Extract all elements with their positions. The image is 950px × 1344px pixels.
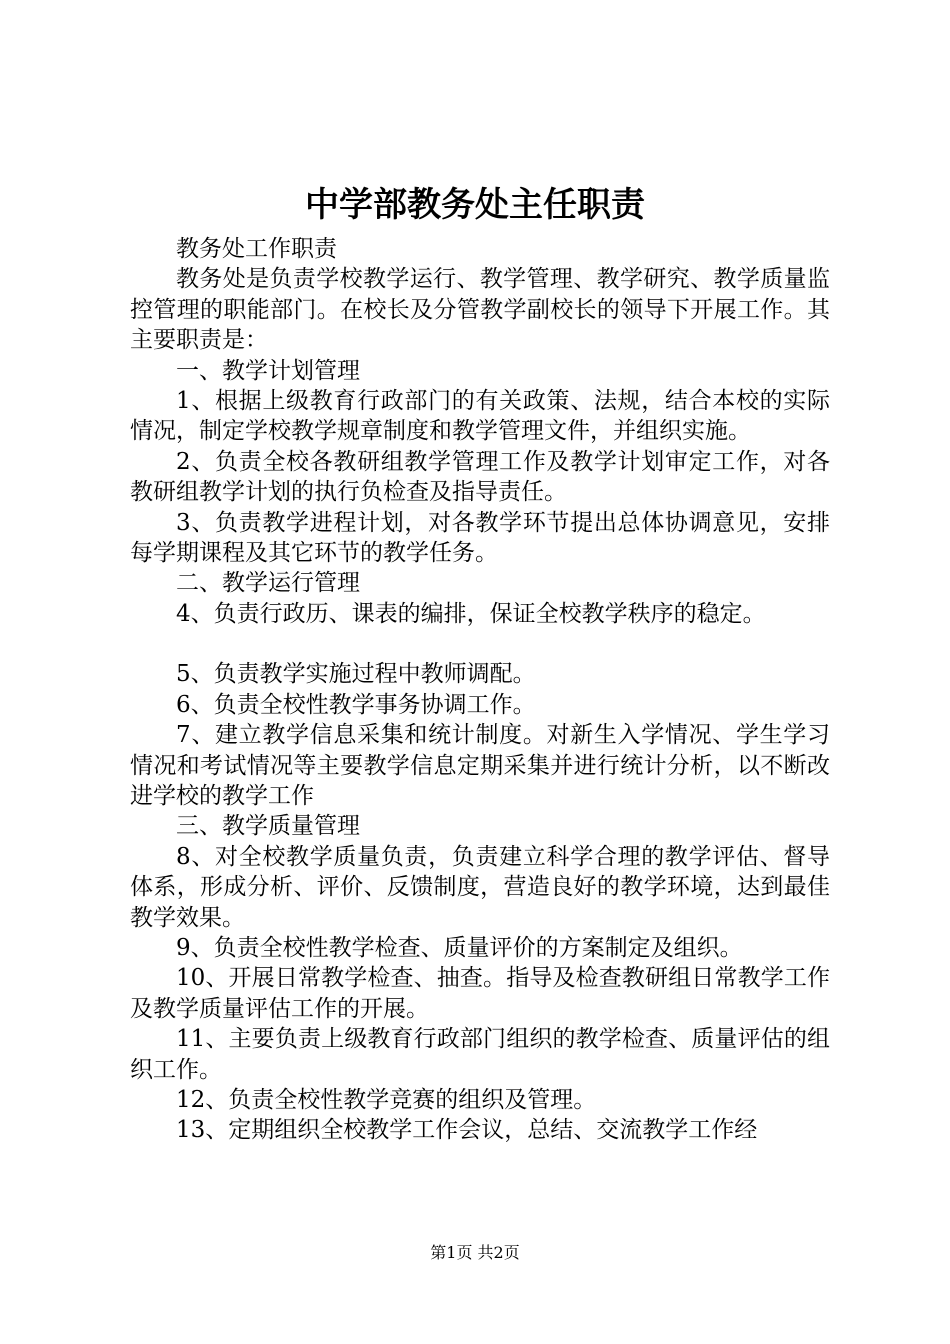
blank-line <box>130 629 830 659</box>
document-body <box>130 234 830 1146</box>
section-heading-1: 一、教学计划管理 <box>176 357 360 384</box>
paragraph-intro-heading: 教务处工作职责 <box>176 236 337 262</box>
paragraph-item-2: 2、负责全校各教研组教学管理工作及教学计划审定工作，对各教研组教学计划的执行负检查及指导责任。 <box>130 448 830 506</box>
paragraph-item-4: 4、负责行政历、课表的编排，保证全校教学秩序的稳定。 <box>176 600 766 627</box>
section-heading-2: 二、教学运行管理 <box>176 570 360 597</box>
paragraph-item-1: 1、根据上级教育行政部门的有关政策、法规，结合本校的实际情况，制定学校教学规章制度和教学管理文件，并组织实施。 <box>130 388 830 445</box>
paragraph-item-11: 11、主要负责上级教育行政部门组织的教学检查、质量评估的组织工作。 <box>130 1026 830 1083</box>
paragraph-item-3: 3、负责教学进程计划，对各教学环节提出总体协调意见，安排每学期课程及其它环节的教学任务。 <box>130 509 830 567</box>
paragraph-item-10: 10、开展日常教学检查、抽查。指导及检查教研组日常教学工作及教学质量评估工作的开展。 <box>130 965 830 1022</box>
section-heading-3: 三、教学质量管理 <box>176 813 360 840</box>
paragraph-item-7: 7、建立教学信息采集和统计制度。对新生入学情况、学生学习情况和考试情况等主要教学信息定期采集并进行统计分析，以不断改进学校的教学工作 <box>130 722 830 809</box>
page-footer: 第1页 共2页 <box>430 1243 520 1262</box>
paragraph-item-12: 12、负责全校性教学竞赛的组织及管理。 <box>176 1086 597 1113</box>
paragraph-item-9: 9、负责全校性教学检查、质量评价的方案制定及组织。 <box>176 934 743 961</box>
paragraph-item-5: 5、负责教学实施过程中教师调配。 <box>176 661 536 688</box>
paragraph-item-8: 8、对全校教学质量负责，负责建立科学合理的教学评估、督导体系，形成分析、评价、反馈制度，营造良好的教学环境，达到最佳教学效果。 <box>130 843 830 931</box>
paragraph-intro: 教务处是负责学校教学运行、教学管理、教学研究、教学质量监控管理的职能部门。在校长及分管教学副校长的领导下开展工作。其主要职责是： <box>130 266 830 354</box>
document-title: 中学部教务处主任职责 <box>305 185 645 225</box>
paragraph-item-13: 13、定期组织全校教学工作会议，总结、交流教学工作经 <box>176 1117 758 1144</box>
paragraph-item-6: 6、负责全校性教学事务协调工作。 <box>176 691 536 718</box>
